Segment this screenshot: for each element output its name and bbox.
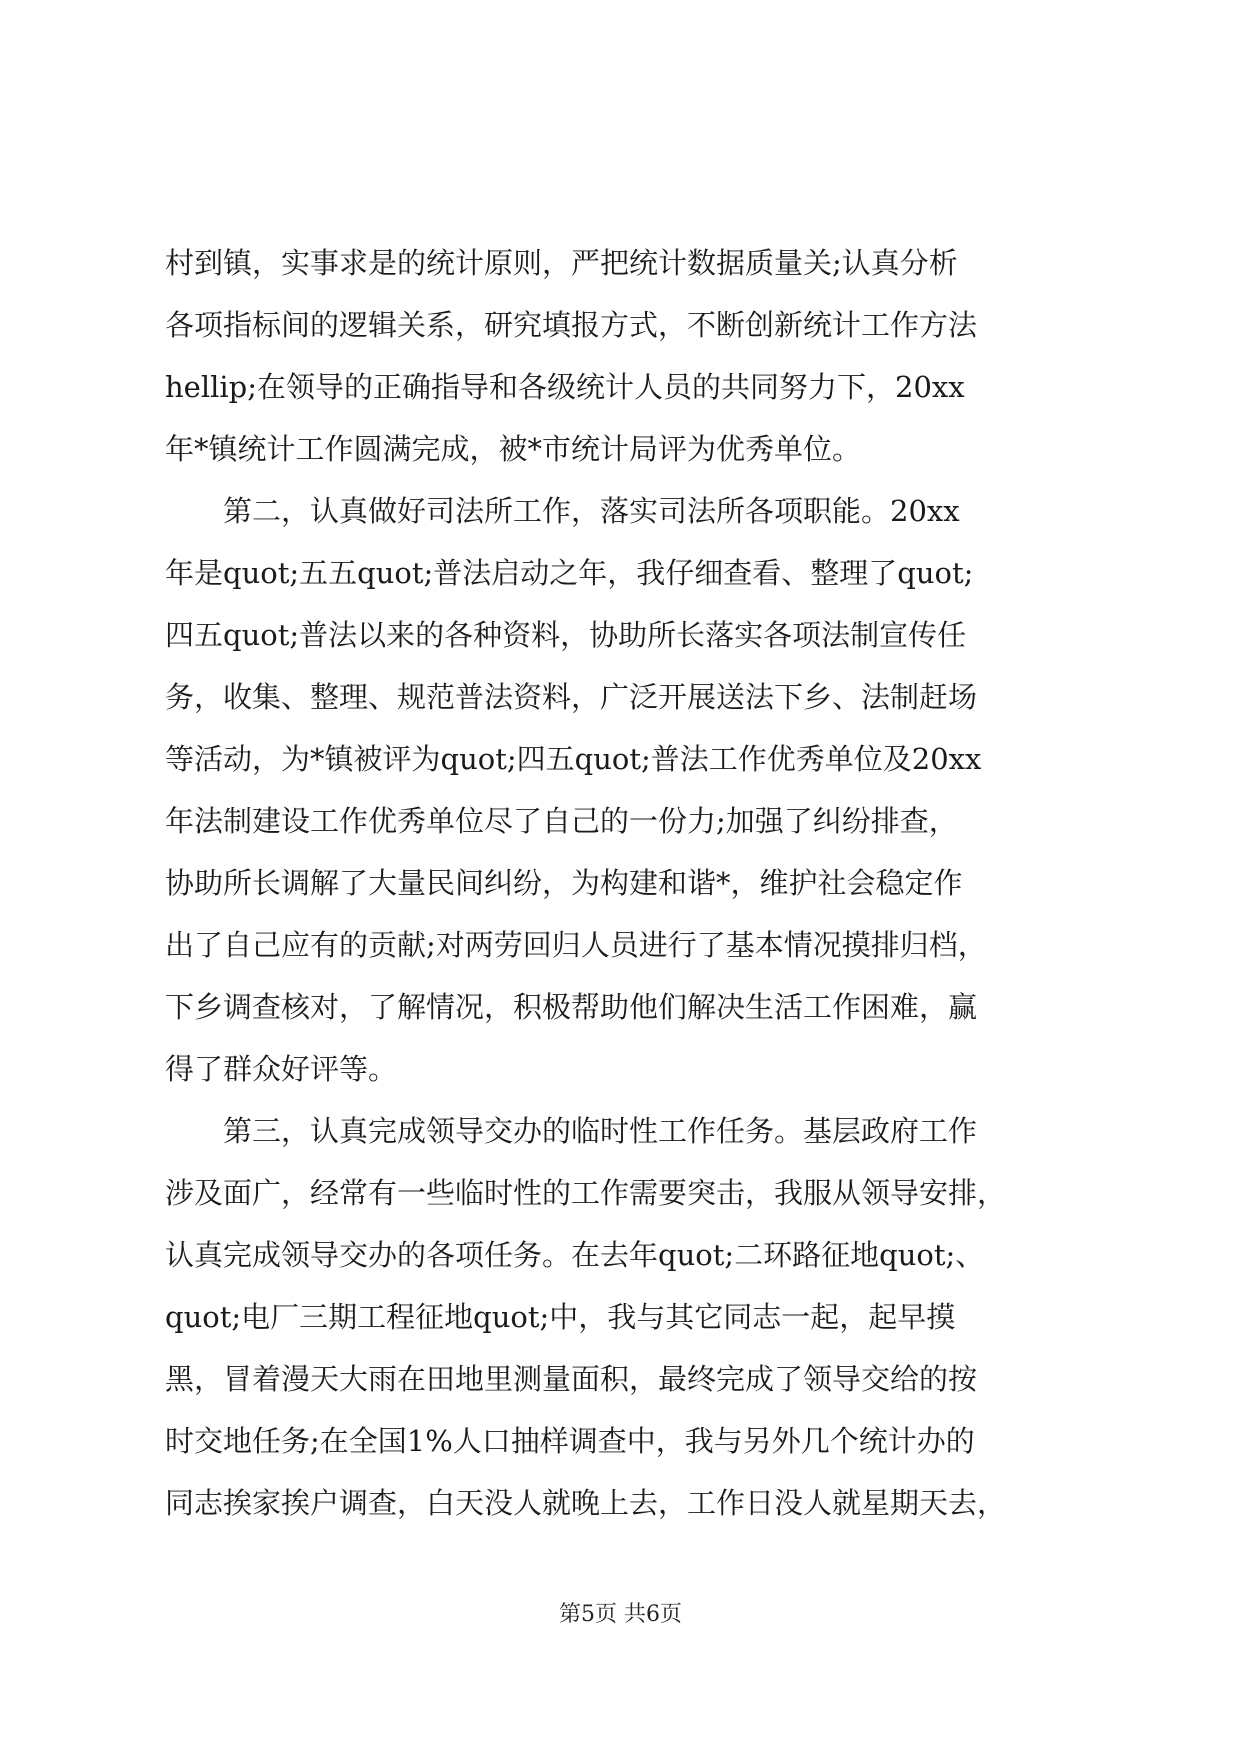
text-line: 年法制建设工作优秀单位尽了自己的一份力;加强了纠纷排查， — [165, 804, 958, 838]
text-line: 村到镇，实事求是的统计原则，严把统计数据质量关;认真分析 — [165, 246, 958, 280]
paragraph-three-start: 第三，认真完成领导交办的临时性工作任务。基层政府工作 — [165, 1114, 978, 1148]
text-line: 年*镇统计工作圆满完成，被*市统计局评为优秀单位。 — [165, 432, 862, 466]
text-line: quot;电厂三期工程征地quot;中，我与其它同志一起，起早摸 — [165, 1300, 956, 1334]
paragraph-two-start: 第二，认真做好司法所工作，落实司法所各项职能。20xx — [165, 494, 960, 528]
body-text — [165, 232, 1095, 1534]
text-line: 下乡调查核对，了解情况，积极帮助他们解决生活工作困难，赢 — [165, 990, 978, 1024]
text-line: 涉及面广，经常有一些临时性的工作需要突击，我服从领导安排， — [165, 1176, 1007, 1210]
page-number-footer: 第5页 共6页 — [559, 1602, 682, 1627]
text-line: 同志挨家挨户调查，白天没人就晚上去，工作日没人就星期天去， — [165, 1486, 1007, 1520]
text-line: 出了自己应有的贡献;对两劳回归人员进行了基本情况摸排归档， — [165, 928, 987, 962]
text-line: 协助所长调解了大量民间纠纷，为构建和谐*，维护社会稳定作 — [165, 866, 963, 900]
text-line: 得了群众好评等。 — [165, 1052, 398, 1086]
text-line: 务，收集、整理、规范普法资料，广泛开展送法下乡、法制赶场 — [165, 680, 978, 714]
text-line: 黑，冒着漫天大雨在田地里测量面积，最终完成了领导交给的按 — [165, 1362, 978, 1396]
text-line: 等活动，为*镇被评为quot;四五quot;普法工作优秀单位及20xx — [165, 742, 982, 776]
text-line: 四五quot;普法以来的各种资料，协助所长落实各项法制宣传任 — [165, 618, 967, 652]
text-line: 认真完成领导交办的各项任务。在去年quot;二环路征地quot;、 — [165, 1238, 985, 1272]
text-line: 各项指标间的逻辑关系，研究填报方式，不断创新统计工作方法 — [165, 308, 978, 342]
text-line: 年是quot;五五quot;普法启动之年，我仔细查看、整理了quot; — [165, 556, 974, 590]
text-line: 时交地任务;在全国1%人口抽样调查中，我与另外几个统计办的 — [165, 1424, 975, 1458]
text-line: hellip;在领导的正确指导和各级统计人员的共同努力下，20xx — [165, 370, 965, 404]
